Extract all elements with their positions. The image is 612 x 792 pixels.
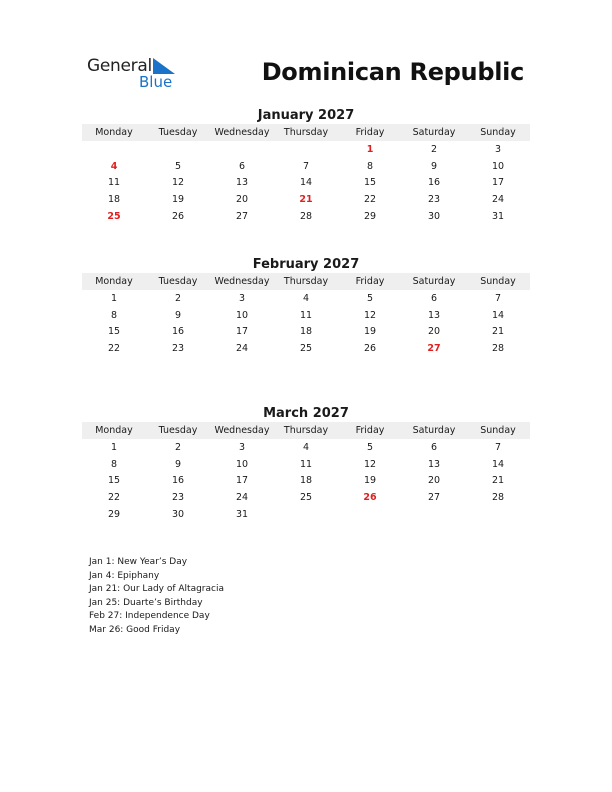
month-february — [82, 256, 530, 357]
day-cell: 10 — [235, 458, 249, 470]
day-cell: 3 — [494, 143, 502, 155]
day-cell: 2 — [174, 292, 182, 304]
holiday-day-cell: 21 — [299, 193, 313, 205]
holiday-note: Jan 1: New Year’s Day — [89, 557, 188, 567]
empty-day-cell — [402, 506, 466, 523]
day-cell: 24 — [491, 193, 505, 205]
day-cell: 7 — [494, 292, 502, 304]
day-cell: 12 — [171, 177, 185, 189]
day-cell: 12 — [363, 309, 377, 321]
day-cell: 27 — [235, 210, 249, 222]
day-cell: 23 — [171, 491, 185, 503]
day-cell: 5 — [366, 292, 374, 304]
day-cell: 6 — [238, 160, 246, 172]
day-cell: 13 — [235, 177, 249, 189]
day-cell: 24 — [235, 491, 249, 503]
week-row — [82, 208, 530, 225]
weekday-header: Wednesday — [210, 422, 274, 439]
day-cell: 7 — [494, 441, 502, 453]
day-cell: 20 — [427, 326, 441, 338]
day-cell: 25 — [299, 342, 313, 354]
day-cell: 21 — [491, 475, 505, 487]
day-cell: 14 — [491, 309, 505, 321]
day-cell: 16 — [171, 326, 185, 338]
week-row — [82, 506, 530, 523]
day-cell: 11 — [107, 177, 121, 189]
day-cell: 6 — [430, 441, 438, 453]
day-cell: 15 — [107, 475, 121, 487]
day-cell: 2 — [174, 441, 182, 453]
day-cell: 13 — [427, 458, 441, 470]
month-march — [82, 405, 530, 522]
weekday-header-row — [82, 422, 530, 439]
day-cell: 12 — [363, 458, 377, 470]
logo-triangle-icon — [153, 58, 175, 74]
day-cell: 23 — [171, 342, 185, 354]
week-row — [82, 290, 530, 307]
day-cell: 4 — [302, 441, 310, 453]
holiday-day-cell: 25 — [107, 210, 121, 222]
day-cell: 23 — [427, 193, 441, 205]
holiday-day-cell: 26 — [363, 491, 377, 503]
month-title: January 2027 — [257, 108, 355, 123]
day-cell: 11 — [299, 309, 313, 321]
weekday-header: Saturday — [402, 422, 466, 439]
day-cell: 16 — [427, 177, 441, 189]
day-cell: 29 — [107, 508, 121, 520]
day-cell: 25 — [299, 491, 313, 503]
weekday-header: Thursday — [274, 422, 338, 439]
day-cell: 7 — [302, 160, 310, 172]
day-cell: 11 — [299, 458, 313, 470]
day-cell: 26 — [171, 210, 185, 222]
day-cell: 14 — [491, 458, 505, 470]
weekday-header: Tuesday — [146, 422, 210, 439]
day-cell: 3 — [238, 441, 246, 453]
day-cell: 13 — [427, 309, 441, 321]
day-cell: 17 — [491, 177, 505, 189]
day-cell: 3 — [238, 292, 246, 304]
holiday-note: Mar 26: Good Friday — [89, 624, 181, 635]
week-row — [82, 323, 530, 340]
day-cell: 22 — [107, 491, 121, 503]
day-cell: 10 — [491, 160, 505, 172]
calendar-grid — [82, 124, 530, 224]
day-cell: 1 — [110, 292, 118, 304]
weekday-header: Saturday — [402, 273, 466, 290]
month-january — [82, 107, 530, 224]
day-cell: 28 — [299, 210, 313, 222]
day-cell: 18 — [107, 193, 121, 205]
logo-general-text: General — [87, 56, 152, 76]
weekday-header: Tuesday — [146, 273, 210, 290]
day-cell: 5 — [366, 441, 374, 453]
weekday-header: Thursday — [274, 124, 338, 141]
weekday-header: Sunday — [466, 422, 530, 439]
day-cell: 8 — [110, 458, 118, 470]
day-cell: 22 — [107, 342, 121, 354]
day-cell: 20 — [427, 475, 441, 487]
day-cell: 15 — [107, 326, 121, 338]
day-cell: 10 — [235, 309, 249, 321]
empty-day-cell — [82, 141, 146, 158]
day-cell: 2 — [430, 143, 438, 155]
week-row — [82, 191, 530, 208]
weekday-header: Wednesday — [210, 124, 274, 141]
weekday-header: Tuesday — [146, 124, 210, 141]
weekday-header: Thursday — [274, 273, 338, 290]
week-row — [82, 158, 530, 175]
day-cell: 26 — [363, 342, 377, 354]
empty-day-cell — [274, 506, 338, 523]
week-row — [82, 472, 530, 489]
day-cell: 17 — [235, 326, 249, 338]
holiday-day-cell: 1 — [366, 143, 374, 155]
day-cell: 19 — [171, 193, 185, 205]
day-cell: 16 — [171, 475, 185, 487]
holiday-note: Jan 25: Duarte’s Birthday — [89, 597, 203, 608]
week-row — [82, 174, 530, 191]
day-cell: 18 — [299, 326, 313, 338]
day-cell: 8 — [366, 160, 374, 172]
holiday-note: Jan 21: Our Lady of Altagracia — [89, 584, 224, 595]
week-row — [82, 439, 530, 456]
day-cell: 8 — [110, 309, 118, 321]
empty-day-cell — [338, 506, 402, 523]
weekday-header: Friday — [338, 273, 402, 290]
month-title: February 2027 — [252, 257, 360, 272]
country-title: Dominican Republic — [261, 58, 524, 86]
day-cell: 21 — [491, 326, 505, 338]
logo-blue-text: Blue — [139, 73, 173, 91]
weekday-header: Monday — [82, 422, 146, 439]
weekday-header: Monday — [82, 124, 146, 141]
day-cell: 24 — [235, 342, 249, 354]
week-row — [82, 489, 530, 506]
day-cell: 14 — [299, 177, 313, 189]
calendar-grid — [82, 422, 530, 522]
day-cell: 1 — [110, 441, 118, 453]
holiday-day-cell: 4 — [110, 160, 118, 172]
calendar-grid — [82, 273, 530, 357]
day-cell: 9 — [174, 458, 182, 470]
day-cell: 29 — [363, 210, 377, 222]
month-title: March 2027 — [263, 406, 349, 421]
week-row — [82, 141, 530, 158]
weekday-header: Sunday — [466, 124, 530, 141]
week-row — [82, 340, 530, 357]
day-cell: 4 — [302, 292, 310, 304]
day-cell: 18 — [299, 475, 313, 487]
day-cell: 6 — [430, 292, 438, 304]
generalblue-logo — [87, 56, 187, 92]
empty-day-cell — [466, 506, 530, 523]
day-cell: 9 — [174, 309, 182, 321]
weekday-header: Sunday — [466, 273, 530, 290]
empty-day-cell — [210, 141, 274, 158]
day-cell: 31 — [235, 508, 249, 520]
weekday-header-row — [82, 273, 530, 290]
day-cell: 28 — [491, 342, 505, 354]
day-cell: 30 — [171, 508, 185, 520]
week-row — [82, 456, 530, 473]
weekday-header: Monday — [82, 273, 146, 290]
day-cell: 31 — [491, 210, 505, 222]
holiday-note: Jan 4: Epiphany — [89, 570, 160, 581]
day-cell: 5 — [174, 160, 182, 172]
day-cell: 15 — [363, 177, 377, 189]
day-cell: 28 — [491, 491, 505, 503]
holiday-list — [89, 556, 224, 638]
weekday-header-row — [82, 124, 530, 141]
day-cell: 17 — [235, 475, 249, 487]
weekday-header: Saturday — [402, 124, 466, 141]
week-row — [82, 307, 530, 324]
day-cell: 19 — [363, 326, 377, 338]
day-cell: 19 — [363, 475, 377, 487]
holiday-note: Feb 27: Independence Day — [89, 611, 210, 622]
day-cell: 27 — [427, 491, 441, 503]
day-cell: 9 — [430, 160, 438, 172]
holiday-day-cell: 27 — [427, 342, 441, 354]
day-cell: 30 — [427, 210, 441, 222]
weekday-header: Friday — [338, 124, 402, 141]
day-cell: 20 — [235, 193, 249, 205]
weekday-header: Wednesday — [210, 273, 274, 290]
empty-day-cell — [274, 141, 338, 158]
weekday-header: Friday — [338, 422, 402, 439]
empty-day-cell — [146, 141, 210, 158]
day-cell: 22 — [363, 193, 377, 205]
